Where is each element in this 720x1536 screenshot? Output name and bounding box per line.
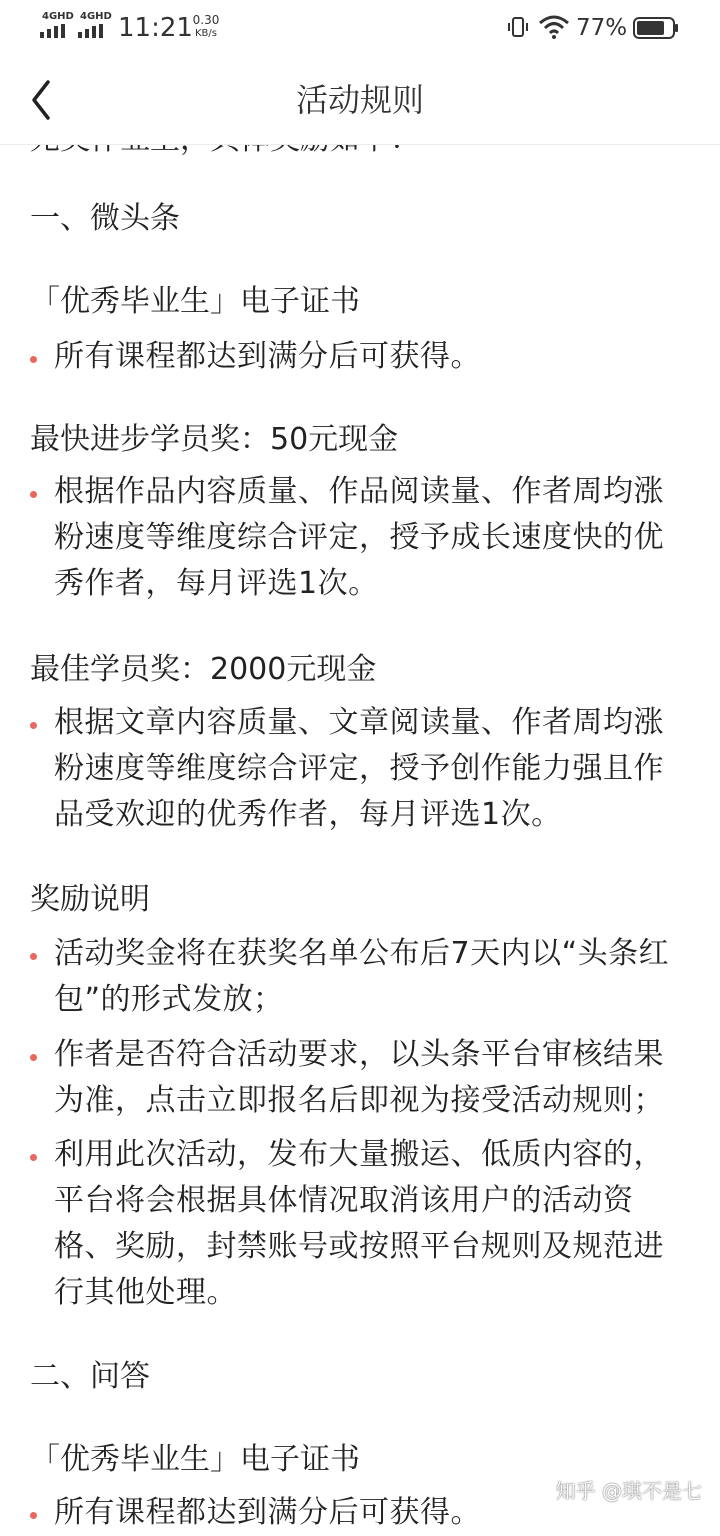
- list-item: [30, 1032, 690, 1124]
- bullet-dot-icon: [30, 356, 37, 363]
- page-title: 活动规则: [295, 81, 424, 119]
- award-title-graduate-certificate: 「优秀毕业生」电子证书: [30, 1442, 360, 1477]
- section-heading-weitoutiao: 一、微头条: [30, 201, 180, 236]
- wifi-icon: [538, 14, 570, 40]
- battery-percent: 77%: [576, 15, 628, 41]
- list-item-text: 根据文章内容质量、文章阅读量、作者周均涨粉速度等维度综合评定，授予创作能力强且作品受欢迎的优秀作者，每月评选1次。: [54, 705, 664, 832]
- reward-notes-heading: 奖励说明: [30, 882, 150, 917]
- vibrate-icon: [506, 15, 530, 39]
- list-item: [30, 700, 690, 838]
- bullet-dot-icon: [30, 1512, 37, 1519]
- award-title-best-student: 最佳学员奖：2000元现金: [30, 652, 377, 687]
- list-item-text: 根据作品内容质量、作品阅读量、作者周均涨粉速度等维度综合评定，授予成长速度快的优秀作者，每月评选1次。: [54, 474, 664, 601]
- bullet-dot-icon: [30, 722, 37, 729]
- list-item-text: 作者是否符合活动要求，以头条平台审核结果为准，点击立即报名后即视为接受活动规则；: [54, 1037, 664, 1118]
- list-item: [30, 1132, 690, 1316]
- list-item-text: 所有课程都达到满分后可获得。: [54, 339, 481, 374]
- bullet-dot-icon: [30, 491, 37, 498]
- network-speed: [188, 14, 224, 40]
- rules-content[interactable]: [0, 144, 720, 1530]
- watermark: 知乎 @琪不是七: [555, 1479, 702, 1503]
- nav-bar: [0, 56, 720, 145]
- network-speed-unit: KB/s: [195, 28, 217, 39]
- list-item-text: 利用此次活动，发布大量搬运、低质内容的，平台将会根据具体情况取消该用户的活动资格、奖励，封禁账号或按照平台规则及规范进行其他处理。: [54, 1137, 664, 1310]
- list-item: [30, 469, 690, 607]
- list-item: [30, 931, 690, 1023]
- list-item: [30, 334, 690, 380]
- network-type-label: 4GHD: [80, 11, 112, 22]
- signal-1-icon: [40, 12, 74, 38]
- network-speed-value: 0.30: [192, 13, 220, 27]
- battery-icon: [633, 17, 679, 39]
- bullet-dot-icon: [30, 953, 37, 960]
- status-time: 11:21: [118, 13, 193, 43]
- award-title-graduate-certificate: 「优秀毕业生」电子证书: [30, 284, 360, 319]
- section-heading-qa: 二、问答: [30, 1359, 150, 1394]
- status-bar: [0, 0, 720, 56]
- bullet-dot-icon: [30, 1154, 37, 1161]
- network-type-label: 4GHD: [42, 11, 74, 22]
- award-title-fastest-progress: 最快进步学员奖：50元现金: [30, 422, 399, 457]
- signal-2-icon: [78, 12, 112, 38]
- list-item-text: 所有课程都达到满分后可获得。: [54, 1495, 481, 1530]
- list-item-text: 活动奖金将在获奖名单公布后7天内以“头条红包”的形式发放；: [54, 936, 670, 1017]
- bullet-dot-icon: [30, 1054, 37, 1061]
